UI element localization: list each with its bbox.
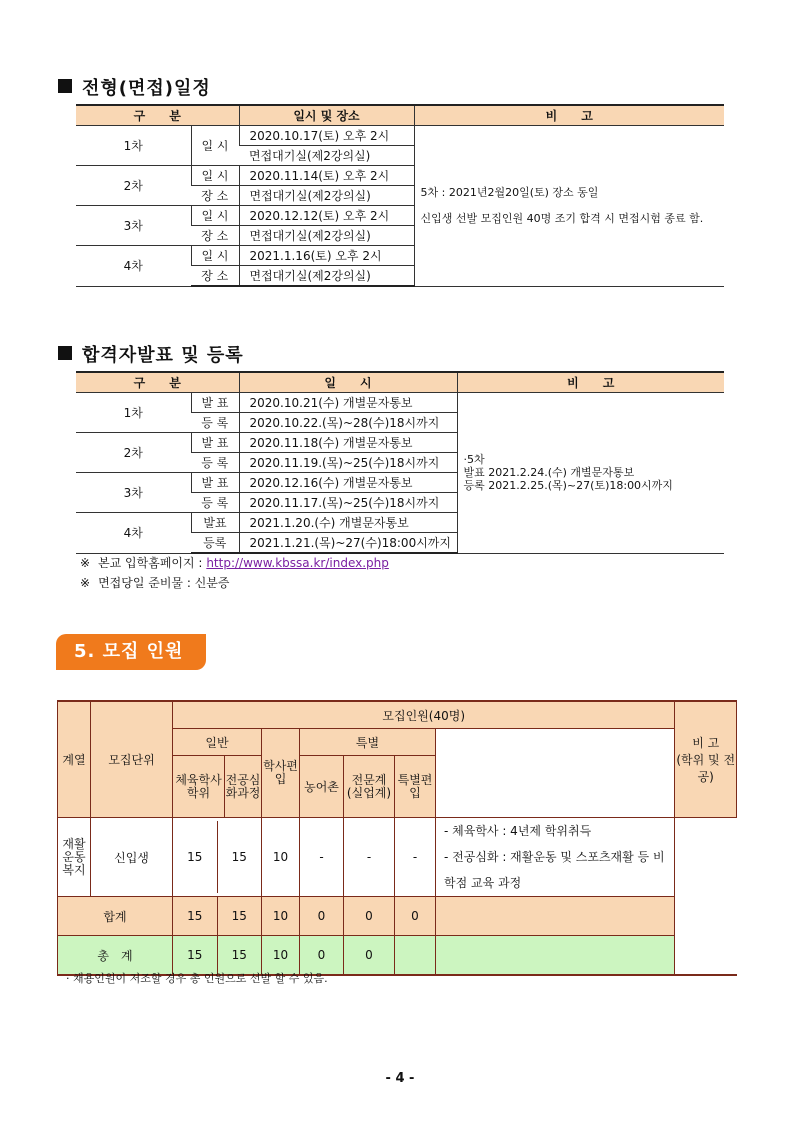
row-label: 장 소 bbox=[191, 186, 239, 206]
row-label: 일 시 bbox=[191, 126, 239, 166]
recruit-section-badge: 5. 모집 인원 bbox=[56, 634, 206, 670]
round-label: 2차 bbox=[76, 166, 191, 206]
recruit-footnote: · 채용인원이 저조할 경우 총 인원으로 선발 할 수 있음. bbox=[66, 972, 328, 985]
col-special-transfer: 특별편입 bbox=[395, 756, 436, 818]
subtotal-value: 10 bbox=[262, 897, 300, 936]
round-label: 1차 bbox=[76, 126, 191, 166]
subtotal-value: 0 bbox=[395, 897, 436, 936]
col-quota: 모집인원(40명) bbox=[173, 701, 675, 729]
col-field: 계열 bbox=[58, 701, 91, 818]
total-value: 0 bbox=[344, 936, 395, 976]
row-label: 일 시 bbox=[191, 206, 239, 226]
row-field: 재활운동복지 bbox=[58, 818, 91, 897]
row-label: 등 록 bbox=[191, 493, 239, 513]
row-value: 2020.11.14(토) 오후 2시 bbox=[239, 166, 414, 186]
homepage-link[interactable]: http://www.kbssa.kr/index.php bbox=[206, 556, 389, 570]
round-label: 3차 bbox=[76, 473, 191, 513]
round-label: 3차 bbox=[76, 206, 191, 246]
row-label: 등 록 bbox=[191, 453, 239, 473]
row-label: 발표 bbox=[191, 513, 239, 533]
col-adv-course: 전공심화과정 bbox=[225, 756, 262, 818]
row-label: 장 소 bbox=[191, 226, 239, 246]
row-label: 발 표 bbox=[191, 393, 239, 413]
schedule-table bbox=[76, 104, 724, 287]
row-value: - bbox=[344, 818, 395, 897]
row-value: 2021.1.16(토) 오후 2시 bbox=[239, 246, 414, 266]
row-general-values: 15 15 bbox=[173, 818, 262, 897]
homepage-remark: ※ 본교 입학홈페이지 : http://www.kbssa.kr/index.php bbox=[80, 556, 389, 570]
round-label: 1차 bbox=[76, 393, 191, 433]
col-remarks: 비 고 (학위 및 전공) bbox=[675, 701, 737, 818]
square-bullet-icon bbox=[58, 79, 72, 93]
subtotal-remarks bbox=[436, 897, 675, 936]
row-label: 등 록 bbox=[191, 413, 239, 433]
col-remarks: 비 고 bbox=[457, 372, 724, 393]
col-category: 구 분 bbox=[76, 105, 239, 126]
row-value: 2020.10.22.(목)~28(수)18시까지 bbox=[239, 413, 457, 433]
row-value: 2020.11.17.(목)~25(수)18시까지 bbox=[239, 493, 457, 513]
total-general-values: 15 15 bbox=[173, 936, 262, 976]
total-label: 총 계 bbox=[58, 936, 173, 976]
col-bachelor: 학사편입 bbox=[262, 729, 300, 818]
total-remarks bbox=[436, 936, 675, 976]
round-label: 2차 bbox=[76, 433, 191, 473]
announcement-section-title: 합격자발표 및 등록 bbox=[58, 341, 244, 367]
col-general: 일반 bbox=[173, 729, 262, 756]
row-value: 면접대기실(제2강의실) bbox=[239, 226, 414, 246]
row-value: 면접대기실(제2강의실) bbox=[239, 266, 414, 287]
round-label: 4차 bbox=[76, 513, 191, 554]
row-label: 발 표 bbox=[191, 433, 239, 453]
total-value bbox=[395, 936, 436, 976]
round-label: 4차 bbox=[76, 246, 191, 287]
row-value: 면접대기실(제2강의실) bbox=[239, 146, 414, 166]
square-bullet-icon bbox=[58, 346, 72, 360]
col-datetime: 일시 및 장소 bbox=[239, 105, 414, 126]
row-value: 2020.12.12(토) 오후 2시 bbox=[239, 206, 414, 226]
row-remarks: - 체육학사 : 4년제 학위취득 - 전공심화 : 재활운동 및 스포츠재활 등 비 학점 교육 과정 bbox=[436, 818, 675, 897]
announcement-note: ·5차 발표 2021.2.24.(수) 개별문자통보 등록 2021.2.25.(목)~27(토)18:00시까지 bbox=[457, 393, 724, 554]
remarks-block bbox=[80, 553, 389, 593]
row-label: 장 소 bbox=[191, 266, 239, 287]
subtotal-general-values: 15 15 bbox=[173, 897, 262, 936]
page-number: - 4 - bbox=[385, 1071, 415, 1086]
row-value: 2020.10.17(토) 오후 2시 bbox=[239, 126, 414, 146]
col-datetime: 일 시 bbox=[239, 372, 457, 393]
row-unit: 신입생 bbox=[91, 818, 173, 897]
subtotal-value: 0 bbox=[300, 897, 344, 936]
col-special: 특별 bbox=[300, 729, 436, 756]
schedule-section-title: 전형(면접)일정 bbox=[58, 74, 211, 100]
col-category: 구 분 bbox=[76, 372, 239, 393]
col-vocational: 전문계 (실업계) bbox=[344, 756, 395, 818]
subtotal-value: 0 bbox=[344, 897, 395, 936]
prep-remark: ※ 면접당일 준비물 : 신분증 bbox=[80, 576, 230, 590]
row-value: 2020.11.19.(목)~25(수)18시까지 bbox=[239, 453, 457, 473]
col-unit: 모집단위 bbox=[91, 701, 173, 818]
recruit-table bbox=[57, 700, 737, 976]
row-value: 2021.1.21.(목)~27(수)18:00시까지 bbox=[239, 533, 457, 554]
row-label: 일 시 bbox=[191, 166, 239, 186]
announcement-table bbox=[76, 371, 724, 554]
row-value: 2020.11.18(수) 개별문자통보 bbox=[239, 433, 457, 453]
row-value: 면접대기실(제2강의실) bbox=[239, 186, 414, 206]
row-value: 2020.12.16(수) 개별문자통보 bbox=[239, 473, 457, 493]
total-value: 0 bbox=[300, 936, 344, 976]
schedule-note: 5차 : 2021년2월20일(토) 장소 동일 신입생 선발 모집인원 40명 조기 합격 시 면접시험 종료 함. bbox=[414, 126, 724, 287]
row-label: 등록 bbox=[191, 533, 239, 554]
row-value: - bbox=[300, 818, 344, 897]
col-rural: 농어촌 bbox=[300, 756, 344, 818]
row-label: 발 표 bbox=[191, 473, 239, 493]
row-value: - bbox=[395, 818, 436, 897]
row-value: 2020.10.21(수) 개별문자통보 bbox=[239, 393, 457, 413]
row-value: 10 bbox=[262, 818, 300, 897]
total-value: 10 bbox=[262, 936, 300, 976]
col-pe-bachelor: 체육학사학위 bbox=[173, 756, 225, 818]
row-value: 2021.1.20.(수) 개별문자통보 bbox=[239, 513, 457, 533]
col-remarks: 비 고 bbox=[414, 105, 724, 126]
row-label: 일 시 bbox=[191, 246, 239, 266]
subtotal-label: 합계 bbox=[58, 897, 173, 936]
